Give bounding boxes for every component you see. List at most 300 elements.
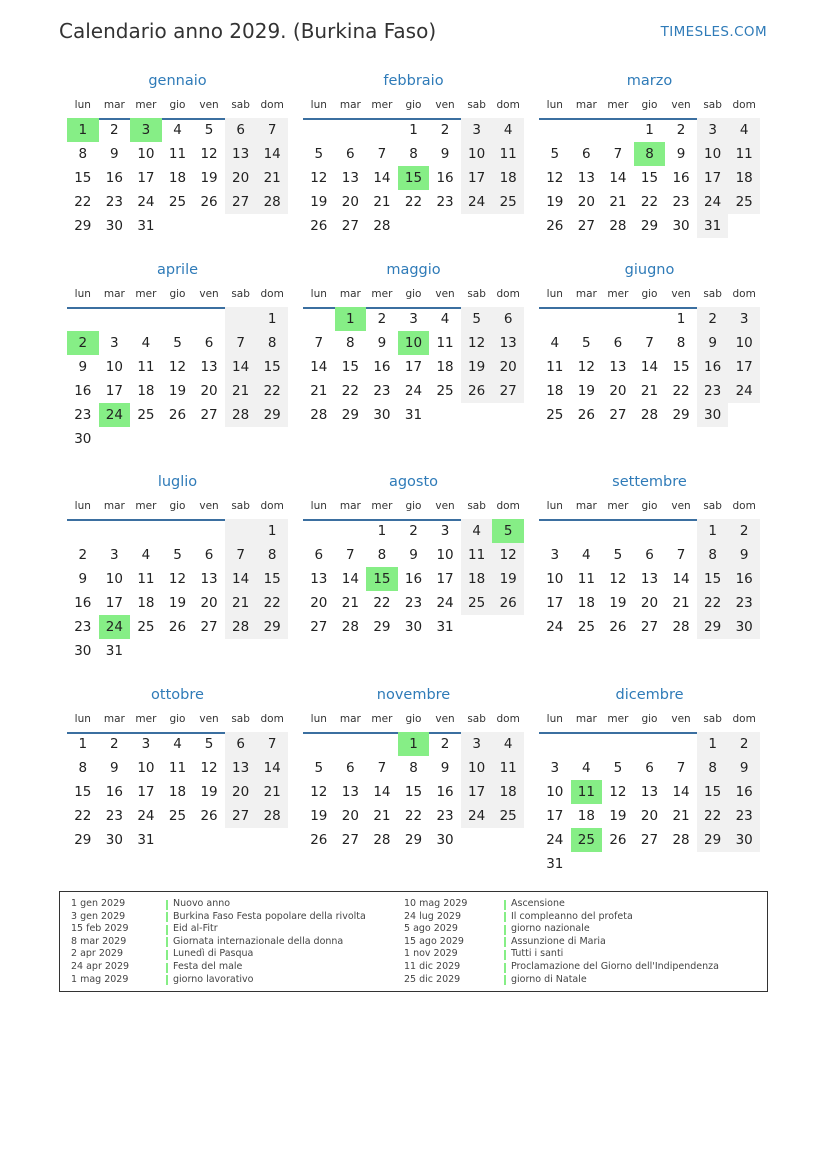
day-cell[interactable]: 2 xyxy=(728,519,760,543)
holiday-day-cell[interactable]: 2 xyxy=(67,331,99,355)
day-cell[interactable]: 18 xyxy=(168,170,187,186)
day-cell[interactable]: 13 xyxy=(640,784,659,800)
day-cell[interactable]: 5 xyxy=(204,122,214,138)
day-cell[interactable]: 23 xyxy=(105,808,123,824)
day-cell[interactable]: 18 xyxy=(492,780,524,804)
day-cell[interactable]: 6 xyxy=(645,547,654,563)
day-cell[interactable]: 30 xyxy=(728,615,760,639)
day-cell[interactable]: 27 xyxy=(341,218,359,234)
day-cell[interactable]: 17 xyxy=(546,595,564,611)
day-cell[interactable]: 27 xyxy=(609,407,627,423)
day-cell[interactable]: 2 xyxy=(697,307,729,331)
day-cell[interactable]: 27 xyxy=(310,619,328,635)
day-cell[interactable]: 13 xyxy=(225,756,257,780)
day-cell[interactable]: 15 xyxy=(697,780,729,804)
day-cell[interactable]: 22 xyxy=(341,383,359,399)
day-cell[interactable]: 21 xyxy=(672,808,690,824)
day-cell[interactable]: 27 xyxy=(200,407,218,423)
day-cell[interactable]: 11 xyxy=(492,756,524,780)
day-cell[interactable]: 25 xyxy=(546,407,564,423)
holiday-day-cell[interactable]: 8 xyxy=(634,142,666,166)
day-cell[interactable]: 29 xyxy=(74,218,92,234)
day-cell[interactable]: 16 xyxy=(105,170,123,186)
day-cell[interactable]: 5 xyxy=(204,736,214,752)
day-cell[interactable]: 30 xyxy=(373,407,391,423)
day-cell[interactable]: 12 xyxy=(310,784,328,800)
day-cell[interactable]: 26 xyxy=(310,832,328,848)
day-cell[interactable]: 28 xyxy=(225,403,257,427)
day-cell[interactable]: 12 xyxy=(168,359,187,375)
day-cell[interactable]: 11 xyxy=(492,142,524,166)
day-cell[interactable]: 4 xyxy=(492,118,524,142)
day-cell[interactable]: 22 xyxy=(697,591,729,615)
day-cell[interactable]: 18 xyxy=(137,595,155,611)
day-cell[interactable]: 3 xyxy=(110,547,119,563)
day-cell[interactable]: 22 xyxy=(404,808,423,824)
day-cell[interactable]: 10 xyxy=(546,571,564,587)
day-cell[interactable]: 8 xyxy=(676,335,686,351)
day-cell[interactable]: 7 xyxy=(225,331,257,355)
day-cell[interactable]: 7 xyxy=(377,146,387,162)
day-cell[interactable]: 23 xyxy=(436,808,454,824)
day-cell[interactable]: 4 xyxy=(141,335,151,351)
day-cell[interactable]: 31 xyxy=(105,643,123,659)
day-cell[interactable]: 29 xyxy=(341,407,359,423)
day-cell[interactable]: 7 xyxy=(676,760,686,776)
day-cell[interactable]: 10 xyxy=(697,142,729,166)
day-cell[interactable]: 26 xyxy=(200,808,218,824)
day-cell[interactable]: 7 xyxy=(613,146,623,162)
day-cell[interactable]: 31 xyxy=(404,407,423,423)
day-cell[interactable]: 2 xyxy=(110,122,119,138)
day-cell[interactable]: 3 xyxy=(461,732,493,756)
day-cell[interactable]: 20 xyxy=(577,194,595,210)
day-cell[interactable]: 12 xyxy=(200,760,218,776)
day-cell[interactable]: 22 xyxy=(404,194,423,210)
day-cell[interactable]: 18 xyxy=(546,383,564,399)
day-cell[interactable]: 28 xyxy=(341,619,359,635)
day-cell[interactable]: 14 xyxy=(256,142,288,166)
day-cell[interactable]: 14 xyxy=(341,571,359,587)
day-cell[interactable]: 31 xyxy=(137,832,155,848)
day-cell[interactable]: 28 xyxy=(672,832,690,848)
day-cell[interactable]: 22 xyxy=(672,383,690,399)
day-cell[interactable]: 16 xyxy=(672,170,690,186)
holiday-day-cell[interactable]: 1 xyxy=(335,307,367,331)
day-cell[interactable]: 25 xyxy=(137,619,155,635)
holiday-day-cell[interactable]: 1 xyxy=(67,118,99,142)
day-cell[interactable]: 5 xyxy=(173,547,182,563)
day-cell[interactable]: 24 xyxy=(137,194,155,210)
day-cell[interactable]: 16 xyxy=(74,595,92,611)
day-cell[interactable]: 30 xyxy=(105,218,123,234)
day-cell[interactable]: 23 xyxy=(404,595,423,611)
day-cell[interactable]: 28 xyxy=(672,619,690,635)
day-cell[interactable]: 10 xyxy=(105,571,123,587)
day-cell[interactable]: 29 xyxy=(256,615,288,639)
day-cell[interactable]: 10 xyxy=(436,547,454,563)
day-cell[interactable]: 30 xyxy=(74,431,92,447)
day-cell[interactable]: 3 xyxy=(550,547,560,563)
day-cell[interactable]: 26 xyxy=(492,591,524,615)
day-cell[interactable]: 10 xyxy=(137,760,155,776)
day-cell[interactable]: 9 xyxy=(78,359,88,375)
day-cell[interactable]: 25 xyxy=(168,194,187,210)
day-cell[interactable]: 5 xyxy=(613,760,623,776)
day-cell[interactable]: 18 xyxy=(577,595,595,611)
day-cell[interactable]: 5 xyxy=(173,335,182,351)
day-cell[interactable]: 6 xyxy=(613,335,623,351)
day-cell[interactable]: 31 xyxy=(137,218,155,234)
day-cell[interactable]: 9 xyxy=(110,760,119,776)
day-cell[interactable]: 21 xyxy=(609,194,627,210)
day-cell[interactable]: 22 xyxy=(256,379,288,403)
day-cell[interactable]: 9 xyxy=(78,571,88,587)
day-cell[interactable]: 20 xyxy=(640,595,659,611)
day-cell[interactable]: 23 xyxy=(436,194,454,210)
day-cell[interactable]: 8 xyxy=(409,760,418,776)
day-cell[interactable]: 11 xyxy=(728,142,760,166)
day-cell[interactable]: 17 xyxy=(697,166,729,190)
day-cell[interactable]: 2 xyxy=(676,122,686,138)
day-cell[interactable]: 25 xyxy=(436,383,454,399)
day-cell[interactable]: 18 xyxy=(577,808,595,824)
day-cell[interactable]: 24 xyxy=(546,619,564,635)
day-cell[interactable]: 6 xyxy=(582,146,591,162)
day-cell[interactable]: 25 xyxy=(728,190,760,214)
day-cell[interactable]: 4 xyxy=(173,122,182,138)
day-cell[interactable]: 19 xyxy=(461,355,493,379)
day-cell[interactable]: 20 xyxy=(225,166,257,190)
day-cell[interactable]: 20 xyxy=(609,383,627,399)
day-cell[interactable]: 14 xyxy=(672,784,690,800)
day-cell[interactable]: 11 xyxy=(137,359,155,375)
day-cell[interactable]: 31 xyxy=(436,619,454,635)
day-cell[interactable]: 4 xyxy=(582,547,591,563)
day-cell[interactable]: 13 xyxy=(225,142,257,166)
day-cell[interactable]: 7 xyxy=(225,543,257,567)
day-cell[interactable]: 24 xyxy=(728,379,760,403)
day-cell[interactable]: 3 xyxy=(110,335,119,351)
holiday-day-cell[interactable]: 5 xyxy=(492,519,524,543)
day-cell[interactable]: 15 xyxy=(74,784,92,800)
day-cell[interactable]: 11 xyxy=(168,146,187,162)
day-cell[interactable]: 5 xyxy=(461,307,493,331)
day-cell[interactable]: 17 xyxy=(461,166,493,190)
day-cell[interactable]: 17 xyxy=(105,383,123,399)
day-cell[interactable]: 7 xyxy=(256,118,288,142)
day-cell[interactable]: 21 xyxy=(256,780,288,804)
day-cell[interactable]: 29 xyxy=(373,619,391,635)
day-cell[interactable]: 22 xyxy=(74,808,92,824)
day-cell[interactable]: 15 xyxy=(672,359,690,375)
day-cell[interactable]: 11 xyxy=(546,359,564,375)
day-cell[interactable]: 19 xyxy=(200,784,218,800)
day-cell[interactable]: 8 xyxy=(346,335,355,351)
day-cell[interactable]: 17 xyxy=(137,170,155,186)
day-cell[interactable]: 28 xyxy=(225,615,257,639)
day-cell[interactable]: 19 xyxy=(168,383,187,399)
day-cell[interactable]: 23 xyxy=(373,383,391,399)
day-cell[interactable]: 12 xyxy=(546,170,564,186)
day-cell[interactable]: 21 xyxy=(310,383,328,399)
day-cell[interactable]: 5 xyxy=(613,547,623,563)
day-cell[interactable]: 16 xyxy=(697,355,729,379)
holiday-day-cell[interactable]: 1 xyxy=(398,732,430,756)
day-cell[interactable]: 30 xyxy=(74,643,92,659)
day-cell[interactable]: 24 xyxy=(546,832,564,848)
day-cell[interactable]: 3 xyxy=(141,736,151,752)
day-cell[interactable]: 8 xyxy=(377,547,387,563)
day-cell[interactable]: 6 xyxy=(225,118,257,142)
day-cell[interactable]: 15 xyxy=(341,359,359,375)
day-cell[interactable]: 23 xyxy=(728,591,760,615)
brand-logo-text[interactable]: TIMESLES.COM xyxy=(660,24,767,40)
day-cell[interactable]: 26 xyxy=(546,218,564,234)
day-cell[interactable]: 9 xyxy=(110,146,119,162)
day-cell[interactable]: 24 xyxy=(137,808,155,824)
day-cell[interactable]: 23 xyxy=(697,379,729,403)
day-cell[interactable]: 4 xyxy=(173,736,182,752)
day-cell[interactable]: 27 xyxy=(492,379,524,403)
day-cell[interactable]: 15 xyxy=(256,567,288,591)
day-cell[interactable]: 30 xyxy=(404,619,423,635)
day-cell[interactable]: 14 xyxy=(672,571,690,587)
day-cell[interactable]: 20 xyxy=(310,595,328,611)
day-cell[interactable]: 19 xyxy=(609,808,627,824)
day-cell[interactable]: 22 xyxy=(74,194,92,210)
day-cell[interactable]: 1 xyxy=(377,523,387,539)
day-cell[interactable]: 11 xyxy=(168,760,187,776)
day-cell[interactable]: 8 xyxy=(256,543,288,567)
day-cell[interactable]: 13 xyxy=(200,571,218,587)
day-cell[interactable]: 25 xyxy=(461,591,493,615)
day-cell[interactable]: 10 xyxy=(728,331,760,355)
day-cell[interactable]: 21 xyxy=(341,595,359,611)
day-cell[interactable]: 13 xyxy=(200,359,218,375)
day-cell[interactable]: 30 xyxy=(436,832,454,848)
day-cell[interactable]: 17 xyxy=(728,355,760,379)
day-cell[interactable]: 20 xyxy=(492,355,524,379)
day-cell[interactable]: 28 xyxy=(373,832,391,848)
day-cell[interactable]: 21 xyxy=(225,591,257,615)
day-cell[interactable]: 26 xyxy=(577,407,595,423)
day-cell[interactable]: 2 xyxy=(440,736,450,752)
day-cell[interactable]: 17 xyxy=(105,595,123,611)
holiday-day-cell[interactable]: 3 xyxy=(130,118,162,142)
day-cell[interactable]: 30 xyxy=(105,832,123,848)
day-cell[interactable]: 1 xyxy=(78,736,88,752)
day-cell[interactable]: 5 xyxy=(582,335,591,351)
day-cell[interactable]: 19 xyxy=(492,567,524,591)
day-cell[interactable]: 26 xyxy=(168,407,187,423)
day-cell[interactable]: 28 xyxy=(373,218,391,234)
day-cell[interactable]: 18 xyxy=(461,567,493,591)
day-cell[interactable]: 26 xyxy=(609,832,627,848)
holiday-day-cell[interactable]: 25 xyxy=(571,828,603,852)
day-cell[interactable]: 23 xyxy=(74,619,92,635)
day-cell[interactable]: 26 xyxy=(609,619,627,635)
day-cell[interactable]: 11 xyxy=(577,571,595,587)
day-cell[interactable]: 22 xyxy=(697,804,729,828)
day-cell[interactable]: 16 xyxy=(373,359,391,375)
day-cell[interactable]: 8 xyxy=(256,331,288,355)
day-cell[interactable]: 13 xyxy=(341,784,359,800)
day-cell[interactable]: 7 xyxy=(676,547,686,563)
day-cell[interactable]: 25 xyxy=(492,190,524,214)
day-cell[interactable]: 20 xyxy=(341,194,359,210)
day-cell[interactable]: 27 xyxy=(341,832,359,848)
day-cell[interactable]: 8 xyxy=(78,760,88,776)
day-cell[interactable]: 14 xyxy=(225,567,257,591)
day-cell[interactable]: 3 xyxy=(461,118,493,142)
day-cell[interactable]: 22 xyxy=(256,591,288,615)
holiday-day-cell[interactable]: 10 xyxy=(398,331,430,355)
day-cell[interactable]: 6 xyxy=(645,760,654,776)
day-cell[interactable]: 14 xyxy=(373,784,391,800)
day-cell[interactable]: 1 xyxy=(676,311,686,327)
day-cell[interactable]: 1 xyxy=(697,519,729,543)
day-cell[interactable]: 24 xyxy=(461,804,493,828)
day-cell[interactable]: 29 xyxy=(697,615,729,639)
day-cell[interactable]: 26 xyxy=(310,218,328,234)
day-cell[interactable]: 9 xyxy=(440,760,450,776)
day-cell[interactable]: 29 xyxy=(404,832,423,848)
day-cell[interactable]: 23 xyxy=(728,804,760,828)
holiday-day-cell[interactable]: 24 xyxy=(99,615,131,639)
day-cell[interactable]: 16 xyxy=(105,784,123,800)
day-cell[interactable]: 25 xyxy=(492,804,524,828)
day-cell[interactable]: 23 xyxy=(105,194,123,210)
day-cell[interactable]: 2 xyxy=(409,523,418,539)
day-cell[interactable]: 11 xyxy=(436,335,454,351)
day-cell[interactable]: 16 xyxy=(728,780,760,804)
day-cell[interactable]: 4 xyxy=(461,519,493,543)
day-cell[interactable]: 24 xyxy=(697,190,729,214)
day-cell[interactable]: 22 xyxy=(373,595,391,611)
day-cell[interactable]: 29 xyxy=(256,403,288,427)
day-cell[interactable]: 6 xyxy=(346,146,355,162)
day-cell[interactable]: 17 xyxy=(546,808,564,824)
day-cell[interactable]: 2 xyxy=(377,311,387,327)
day-cell[interactable]: 17 xyxy=(436,571,454,587)
day-cell[interactable]: 21 xyxy=(640,383,659,399)
day-cell[interactable]: 7 xyxy=(645,335,654,351)
day-cell[interactable]: 8 xyxy=(409,146,418,162)
day-cell[interactable]: 29 xyxy=(697,828,729,852)
day-cell[interactable]: 10 xyxy=(461,756,493,780)
day-cell[interactable]: 2 xyxy=(78,547,88,563)
day-cell[interactable]: 6 xyxy=(204,335,214,351)
day-cell[interactable]: 21 xyxy=(256,166,288,190)
day-cell[interactable]: 10 xyxy=(461,142,493,166)
day-cell[interactable]: 19 xyxy=(609,595,627,611)
day-cell[interactable]: 29 xyxy=(672,407,690,423)
day-cell[interactable]: 26 xyxy=(200,194,218,210)
day-cell[interactable]: 14 xyxy=(640,359,659,375)
day-cell[interactable]: 8 xyxy=(78,146,88,162)
day-cell[interactable]: 26 xyxy=(461,379,493,403)
day-cell[interactable]: 12 xyxy=(168,571,187,587)
day-cell[interactable]: 2 xyxy=(728,732,760,756)
day-cell[interactable]: 25 xyxy=(168,808,187,824)
day-cell[interactable]: 28 xyxy=(256,190,288,214)
day-cell[interactable]: 13 xyxy=(492,331,524,355)
day-cell[interactable]: 27 xyxy=(640,832,659,848)
day-cell[interactable]: 26 xyxy=(168,619,187,635)
day-cell[interactable]: 29 xyxy=(640,218,659,234)
day-cell[interactable]: 4 xyxy=(492,732,524,756)
day-cell[interactable]: 24 xyxy=(436,595,454,611)
day-cell[interactable]: 16 xyxy=(74,383,92,399)
day-cell[interactable]: 15 xyxy=(697,567,729,591)
day-cell[interactable]: 16 xyxy=(436,170,454,186)
day-cell[interactable]: 27 xyxy=(200,619,218,635)
day-cell[interactable]: 8 xyxy=(697,543,729,567)
day-cell[interactable]: 16 xyxy=(436,784,454,800)
day-cell[interactable]: 19 xyxy=(310,808,328,824)
day-cell[interactable]: 16 xyxy=(728,567,760,591)
day-cell[interactable]: 15 xyxy=(74,170,92,186)
day-cell[interactable]: 18 xyxy=(728,166,760,190)
day-cell[interactable]: 30 xyxy=(672,218,690,234)
day-cell[interactable]: 4 xyxy=(440,311,450,327)
day-cell[interactable]: 1 xyxy=(256,519,288,543)
day-cell[interactable]: 15 xyxy=(256,355,288,379)
day-cell[interactable]: 10 xyxy=(105,359,123,375)
day-cell[interactable]: 28 xyxy=(609,218,627,234)
day-cell[interactable]: 23 xyxy=(74,407,92,423)
day-cell[interactable]: 15 xyxy=(640,170,659,186)
day-cell[interactable]: 8 xyxy=(697,756,729,780)
day-cell[interactable]: 14 xyxy=(225,355,257,379)
holiday-day-cell[interactable]: 15 xyxy=(398,166,430,190)
day-cell[interactable]: 7 xyxy=(346,547,355,563)
holiday-day-cell[interactable]: 24 xyxy=(99,403,131,427)
day-cell[interactable]: 3 xyxy=(409,311,418,327)
day-cell[interactable]: 19 xyxy=(310,194,328,210)
day-cell[interactable]: 7 xyxy=(377,760,387,776)
day-cell[interactable]: 6 xyxy=(314,547,324,563)
day-cell[interactable]: 4 xyxy=(582,760,591,776)
day-cell[interactable]: 5 xyxy=(314,760,324,776)
day-cell[interactable]: 13 xyxy=(577,170,595,186)
day-cell[interactable]: 19 xyxy=(200,170,218,186)
day-cell[interactable]: 9 xyxy=(440,146,450,162)
day-cell[interactable]: 13 xyxy=(341,170,359,186)
day-cell[interactable]: 18 xyxy=(436,359,454,375)
day-cell[interactable]: 28 xyxy=(256,804,288,828)
day-cell[interactable]: 28 xyxy=(640,407,659,423)
day-cell[interactable]: 6 xyxy=(225,732,257,756)
day-cell[interactable]: 12 xyxy=(492,543,524,567)
day-cell[interactable]: 21 xyxy=(225,379,257,403)
day-cell[interactable]: 14 xyxy=(310,359,328,375)
day-cell[interactable]: 12 xyxy=(609,571,627,587)
day-cell[interactable]: 9 xyxy=(676,146,686,162)
day-cell[interactable]: 19 xyxy=(577,383,595,399)
day-cell[interactable]: 9 xyxy=(377,335,387,351)
day-cell[interactable]: 7 xyxy=(314,335,324,351)
day-cell[interactable]: 20 xyxy=(225,780,257,804)
day-cell[interactable]: 3 xyxy=(728,307,760,331)
day-cell[interactable]: 19 xyxy=(168,595,187,611)
day-cell[interactable]: 9 xyxy=(409,547,418,563)
day-cell[interactable]: 17 xyxy=(461,780,493,804)
day-cell[interactable]: 13 xyxy=(609,359,627,375)
day-cell[interactable]: 22 xyxy=(640,194,659,210)
day-cell[interactable]: 25 xyxy=(577,619,595,635)
